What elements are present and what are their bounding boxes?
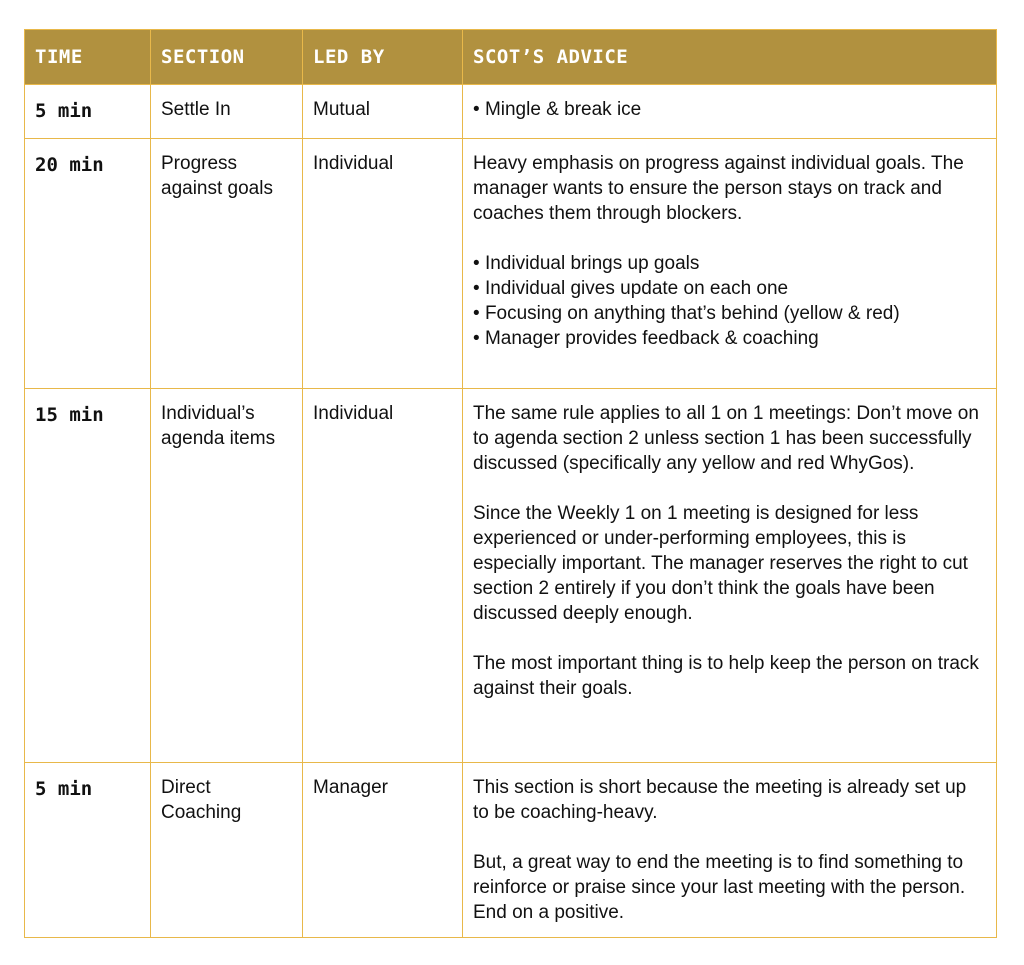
agenda-table xyxy=(24,29,997,938)
time-cell: 5 min xyxy=(25,85,151,139)
advice-paragraph: But, a great way to end the meeting is to find something to reinforce or praise since your last meeting with the person. End on a positive. xyxy=(473,852,966,923)
advice-paragraph: The same rule applies to all 1 on 1 meetings: Don’t move on to agenda section 2 unless section 1 has been successfully discussed (specifically any yellow and red WhyGos). xyxy=(473,403,979,474)
advice-cell xyxy=(463,389,997,763)
table-header xyxy=(25,30,997,85)
section-cell: Progress against goals xyxy=(151,139,303,389)
time-cell: 5 min xyxy=(25,763,151,938)
advice-cell xyxy=(463,85,997,139)
table-row xyxy=(25,139,997,389)
table-body xyxy=(25,85,997,938)
section-cell: Individual’s agenda items xyxy=(151,389,303,763)
advice-bullet: • Individual brings up goals xyxy=(473,251,986,276)
led-by-cell: Mutual xyxy=(303,85,463,139)
table-row xyxy=(25,763,997,938)
header-section: SECTION xyxy=(151,30,303,85)
advice-paragraph: Heavy emphasis on progress against individual goals. The manager wants to ensure the person stays on track and coaches them through blockers. xyxy=(473,153,964,224)
section-cell: Settle In xyxy=(151,85,303,139)
advice-paragraph: This section is short because the meeting is already set up to be coaching-heavy. xyxy=(473,777,967,823)
time-cell: 20 min xyxy=(25,139,151,389)
advice-cell xyxy=(463,763,997,938)
header-row xyxy=(25,30,997,85)
led-by-cell: Manager xyxy=(303,763,463,938)
section-cell: Direct Coaching xyxy=(151,763,303,938)
advice-cell xyxy=(463,139,997,389)
advice-bullet: • Focusing on anything that’s behind (yellow & red) xyxy=(473,301,986,326)
led-by-cell: Individual xyxy=(303,139,463,389)
header-time: TIME xyxy=(25,30,151,85)
header-advice: SCOT’S ADVICE xyxy=(463,30,997,85)
table-row xyxy=(25,85,997,139)
header-led-by: LED BY xyxy=(303,30,463,85)
advice-bullets xyxy=(473,251,986,351)
led-by-cell: Individual xyxy=(303,389,463,763)
advice-bullets xyxy=(473,97,986,122)
advice-bullet: • Individual gives update on each one xyxy=(473,276,986,301)
advice-bullet: • Manager provides feedback & coaching xyxy=(473,326,986,351)
table-row xyxy=(25,389,997,763)
time-cell: 15 min xyxy=(25,389,151,763)
advice-paragraph: The most important thing is to help keep the person on track against their goals. xyxy=(473,653,979,699)
advice-bullet: • Mingle & break ice xyxy=(473,97,986,122)
advice-paragraph: Since the Weekly 1 on 1 meeting is designed for less experienced or under-performing employees, this is especially important. The manager reserves the right to cut section 2 entirely if you don’t think the goals have been discussed deeply enough. xyxy=(473,503,968,624)
